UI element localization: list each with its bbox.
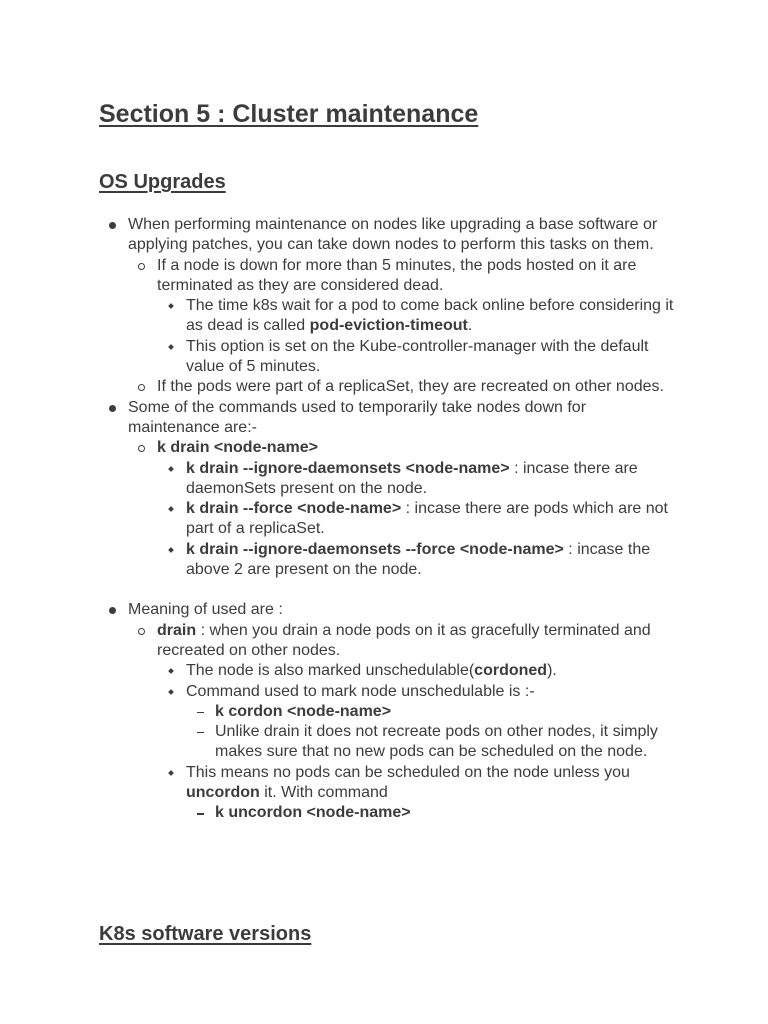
bold-term: pod-eviction-timeout [309,317,468,335]
text-run: it. With command [259,784,388,802]
bold-term: uncordon [186,784,260,802]
command-text: k cordon <node-name> [215,702,392,720]
dash-list [186,702,679,763]
list-item-text: Meaning of used are : [128,601,283,619]
list-item [157,337,679,378]
bold-term: cordoned [474,662,548,680]
list-item [99,398,679,601]
text-run: . [467,317,473,335]
list-item-text: Some of the commands used to temporarily take nodes down for maintenance are:- [128,398,587,436]
text-run: : incase the above 2 are present on the node. [186,540,651,579]
k8s-versions-heading: K8s software versions [99,923,312,945]
list-item [157,661,679,681]
text-run: : incase there are daemonSets present on the node. [186,459,638,497]
spacer [128,580,679,600]
list-item-text: Unlike drain it does not recreate pods on other nodes, it simply makes sure that no new pods can be scheduled on the node. [215,723,658,761]
text-run: The node is also marked unschedulable( [186,662,475,680]
page-title: Section 5 : Cluster maintenance [99,100,479,128]
list-item [157,459,679,500]
bold-term: drain [157,621,197,639]
list-item [157,499,679,540]
list-item-text: If the pods were part of a replicaSet, they are recreated on other nodes. [157,378,664,396]
list-item [128,438,679,580]
command-text: k drain --ignore-daemonsets --force <node-name> [186,540,564,558]
list-item [128,256,679,378]
list-item [157,682,679,763]
list-item-text: When performing maintenance on nodes like upgrading a base software or applying patches, you can take down nodes to perform this tasks on them. [128,216,658,254]
os-upgrades-body [99,215,679,824]
list-item-text: Command used to mark node unschedulable is :- [186,682,535,700]
sub-sub-list [157,296,679,377]
dash-list [186,803,679,823]
sub-sub-list [157,459,679,581]
sub-list [128,438,679,580]
sub-list [128,256,679,398]
bullet-list [99,215,679,824]
list-item [128,377,679,397]
command-text: k drain --ignore-daemonsets <node-name> [186,459,510,477]
sub-sub-list [157,661,679,823]
list-item [157,763,679,824]
text-run: : incase there are pods which are not part of a replicaSet. [186,500,668,538]
list-item [186,803,679,823]
command-text: k drain --force <node-name> [186,500,402,518]
list-item [128,621,679,824]
text-run: ). [547,662,557,680]
list-item [157,540,679,581]
list-item-text: If a node is down for more than 5 minutes, the pods hosted on it are terminated as they are considered dead. [157,256,637,294]
list-item [186,722,679,763]
list-item [186,702,679,722]
list-item [99,600,679,823]
text-run: : when you drain a node pods on it as gracefully terminated and recreated on other nodes. [157,621,651,659]
list-item-text: This option is set on the Kube-controller-manager with the default value of 5 minutes. [186,337,649,376]
list-item [157,296,679,337]
os-upgrades-heading: OS Upgrades [99,171,226,193]
command-text: k drain <node-name> [157,439,318,457]
text-run: The time k8s wait for a pod to come back online before considering it as dead is called [186,297,674,335]
sub-list [128,621,679,824]
command-text: k uncordon <node-name> [215,804,411,822]
list-item [99,215,679,398]
text-run: This means no pods can be scheduled on the node unless you [186,763,630,781]
